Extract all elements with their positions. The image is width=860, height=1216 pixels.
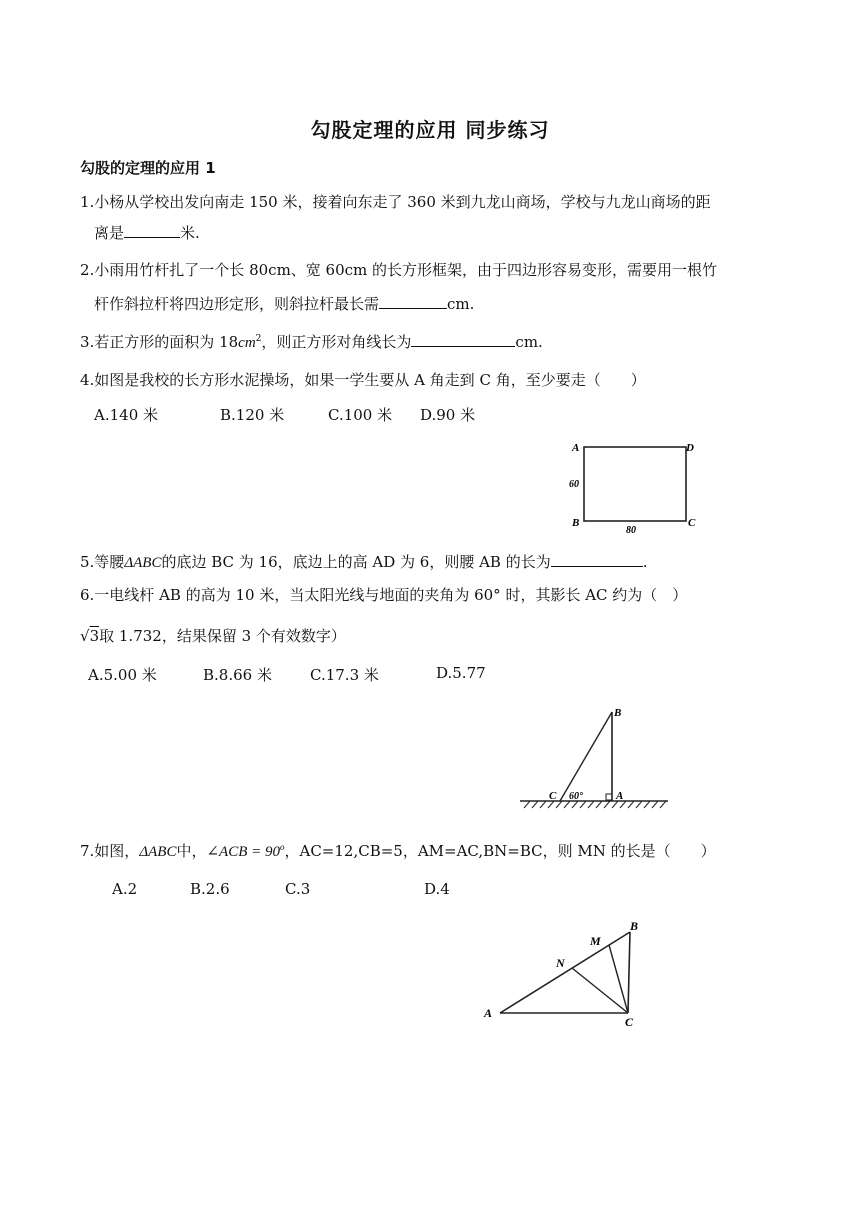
question-2-line-2 — [94, 293, 474, 314]
answer-blank-2 — [379, 294, 447, 309]
degree-mark: o — [280, 842, 285, 852]
question-7-line — [80, 840, 716, 861]
fig7-label-n: N — [556, 956, 565, 970]
angle-acb: ∠ACB = 90 — [206, 844, 280, 860]
question-3-prefix: 3.若正方形的面积为 18 — [80, 333, 239, 351]
question-1-line-2 — [94, 222, 200, 243]
rectangle-figure — [560, 436, 710, 536]
question-7-rest: ，AC=12,CB=5，AM=AC,BN=BC，则 MN 的长是（ ） — [284, 842, 716, 860]
answer-blank-3 — [411, 332, 515, 347]
fig7-label-m: M — [590, 934, 601, 948]
sqrt-radicand: 3 — [89, 627, 100, 645]
question-3-line — [80, 331, 543, 352]
fig7-label-b: B — [630, 919, 639, 933]
answer-blank-5 — [551, 552, 643, 567]
fig4-bottom-length: 80 — [626, 525, 636, 536]
question-2-suffix: cm. — [447, 295, 475, 313]
pole-shadow-figure — [516, 700, 676, 810]
question-6-text: 6.一电线杆 AB 的高为 10 米，当太阳光线与地面的夹角为 60° 时，其影长 AC 约为（ ） — [80, 586, 688, 604]
section-heading: 勾股的定理的应用 1 — [80, 159, 216, 177]
fig4-label-b: B — [572, 517, 580, 529]
question-5-prefix: 5.等腰 — [80, 553, 125, 571]
fig6-label-a: A — [616, 790, 624, 802]
question-1-line-1: 1.小杨从学校出发向南走 150 米，接着向东走了 360 米到九龙山商场，学校与九龙山商场的距 — [80, 193, 711, 211]
fig6-angle-label: 60° — [569, 791, 583, 802]
question-7-option-c: C.3 — [285, 880, 311, 898]
question-6-note-text: 取 1.732，结果保留 3 个有效数字） — [99, 627, 346, 645]
unit-cm: cm — [238, 335, 256, 351]
fig4-label-a: A — [572, 442, 580, 454]
answer-blank-1 — [124, 223, 180, 238]
question-7-option-d: D.4 — [424, 880, 450, 898]
fig7-label-c: C — [625, 1015, 634, 1028]
question-6-option-c: C.17.3 米 — [310, 666, 379, 684]
question-5-suffix: . — [642, 553, 648, 571]
fig7-label-a: A — [484, 1006, 493, 1020]
question-3-middle: ，则正方形对角线长为 — [261, 333, 412, 351]
segment-cm — [609, 945, 628, 1013]
question-1-suffix: 米. — [180, 224, 200, 242]
right-angle-mark — [606, 794, 612, 800]
sun-ray-cb — [560, 712, 612, 801]
question-7-option-a: A.2 — [112, 880, 138, 898]
fig4-side-length: 60 — [569, 479, 579, 490]
ground-hatching — [524, 801, 666, 808]
fig6-label-b: B — [614, 707, 622, 719]
fig4-label-c: C — [688, 517, 696, 529]
question-7-prefix: 7.如图， — [80, 842, 140, 860]
question-1-prefix: 离是 — [94, 224, 125, 242]
question-4-text: 4.如图是我校的长方形水泥操场，如果一学生要从 A 角走到 C 角，至少要走（ ） — [80, 371, 646, 389]
question-6-option-a: A.5.00 米 — [88, 666, 157, 684]
question-4-option-b: B.120 米 — [220, 406, 285, 424]
sqrt-symbol: √ — [80, 627, 90, 645]
triangle-mn-figure — [478, 910, 648, 1028]
question-3-suffix: cm. — [515, 333, 543, 351]
question-6-option-d: D.5.77 — [436, 664, 486, 682]
page-title: 勾股定理的应用 同步练习 — [310, 118, 550, 142]
question-2-prefix: 杆作斜拉杆将四边形定形，则斜拉杆最长需 — [94, 295, 380, 313]
triangle-abc-7: ΔABC — [139, 844, 177, 860]
unit-exponent: 2 — [255, 334, 262, 344]
question-4-option-c: C.100 米 — [328, 406, 393, 424]
question-7-option-b: B.2.6 — [190, 880, 230, 898]
fig6-label-c: C — [549, 790, 557, 802]
question-4-option-a: A.140 米 — [94, 406, 158, 424]
question-6-note — [80, 625, 346, 646]
segment-cb — [628, 932, 630, 1013]
question-7-in: 中， — [176, 842, 207, 860]
question-2-line-1: 2.小雨用竹杆扎了一个长 80cm、宽 60cm 的长方形框架，由于四边形容易变形，需要用一根竹 — [80, 261, 718, 279]
segment-ab — [500, 932, 630, 1013]
segment-cn — [572, 968, 628, 1013]
question-5-line — [80, 551, 648, 572]
fig4-label-d: D — [686, 442, 694, 454]
question-6-option-b: B.8.66 米 — [203, 666, 272, 684]
rectangle-shape — [584, 447, 686, 521]
triangle-abc: ΔABC — [124, 555, 162, 571]
question-5-middle: 的底边 BC 为 16，底边上的高 AD 为 6，则腰 AB 的长为 — [161, 553, 551, 571]
question-4-option-d: D.90 米 — [420, 406, 476, 424]
